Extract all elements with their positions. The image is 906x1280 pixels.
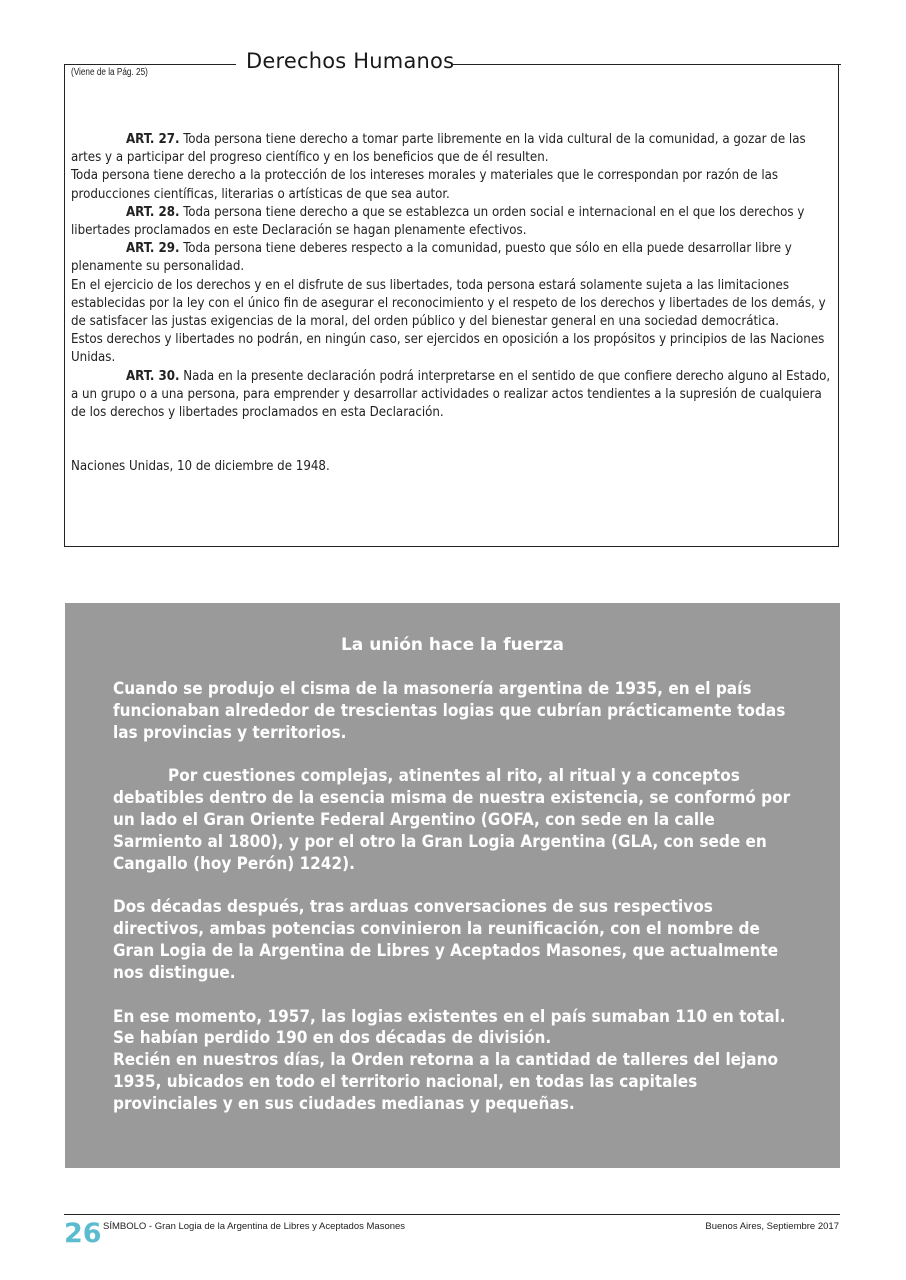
article-title: La unión hace la fuerza [340,635,565,655]
footer-place-date: Buenos Aires, Septiembre 2017 [705,1221,839,1232]
box-top-border-right [453,64,841,65]
art27-label: ART. 27. [126,132,180,147]
art30-text: Nada en la presente declaración podrá interpretarse en el sentido de que confiere derecho alguno al Estado, a un grupo o a una persona, para emprender y desarrollar actividades o realizar actos tendientes a la supresión de cualquiera de los derechos y libertades proclamados en esta Declaración. [71,368,831,421]
art30-label: ART. 30. [126,368,180,384]
art29-label: ART. 29. [126,241,180,257]
art30-paragraph [71,368,838,423]
art29-text: Toda persona tiene deberes respecto a la comunidad, puesto que sólo en ella puede desarrollar libre y plenamente su personalidad. [71,241,792,275]
art28-text: Toda persona tiene derecho a que se establezca un orden social e internacional en el que los derechos y libertades proclamados en este Declaración se hagan plenamente efectivos. [71,204,805,239]
art27-text: Toda persona tiene derecho a tomar parte libremente en la vida cultural de la comunidad, a gozar de las artes y a participar del progreso científico y en los beneficios que de él resulten. [71,132,806,166]
art28-label: ART. 28. [126,204,180,220]
art28-paragraph [71,204,838,240]
article-paragraph-2: Por cuestiones complejas, atinentes al rito, al ritual y a conceptos debatibles dentro de la esencia misma de nuestra existencia, se conformó por un lado el Gran Oriente Federal Argentino (GOFA, con sede en la calle Sarmiento al 1800), y por el otro la Gran Logia Argentina (GLA, con sede en Cangallo (hoy Perón) 1242). [113,766,791,874]
art29-paragraph [71,240,838,276]
art29-paragraph-3: Estos derechos y libertades no podrán, en ningún caso, ser ejercidos en oposición a los propósitos y principios de las Naciones Unidas. [71,332,825,366]
page-number: 26 [64,1218,102,1249]
footer-publication: SÍMBOLO - Gran Logia de la Argentina de Libres y Aceptados Masones [103,1221,406,1232]
article-paragraph-1: Cuando se produjo el cisma de la masonería argentina de 1935, en el país funcionaban alrededor de trescientas logias que cubrían prácticamente todas las provincias y territorios. [113,679,786,743]
article-panel [65,603,840,1168]
declaration-text [71,131,838,422]
continued-note: (Viene de la Pág. 25) [71,67,148,78]
art27-paragraph-2: Toda persona tiene derecho a la protección de los intereses morales y materiales que le correspondan por razón de las producciones científicas, literarias o artísticas de que sea autor. [71,168,779,202]
section-title: Derechos Humanos [246,49,455,73]
article-paragraph-4b: Recién en nuestros días, la Orden retorna a la cantidad de talleres del lejano 1935, ubicados en todo el territorio nacional, en todas las capitales provinciales y en sus ciudades medianas y pequeñas. [113,1050,779,1114]
article-paragraph-3: Dos décadas después, tras arduas conversaciones de sus respectivos directivos, ambas potencias convinieron la reunificación, con el nombre de Gran Logia de la Argentina de Libres y Aceptados Masones, que actualmente nos distingue. [113,897,779,983]
article-body [113,679,793,1138]
box-top-border-left [64,64,236,65]
article-paragraph-4a: En ese momento, 1957, las logias existentes en el país sumaban 110 en total. Se habían perdido 190 en dos décadas de división. [113,1006,786,1049]
art27-paragraph [71,131,838,167]
footer-rule [64,1214,840,1215]
declaration-signature: Naciones Unidas, 10 de diciembre de 1948. [71,459,330,474]
art29-paragraph-2: En el ejercicio de los derechos y en el disfrute de sus libertades, toda persona estará solamente sujeta a las limitaciones establecidas por la ley con el único fin de asegurar el reconocimiento y el respeto de los derechos y libertades de los demás, y de satisfacer las justas exigencias de la moral, del orden público y del bienestar general en una sociedad democrática. [71,277,826,330]
